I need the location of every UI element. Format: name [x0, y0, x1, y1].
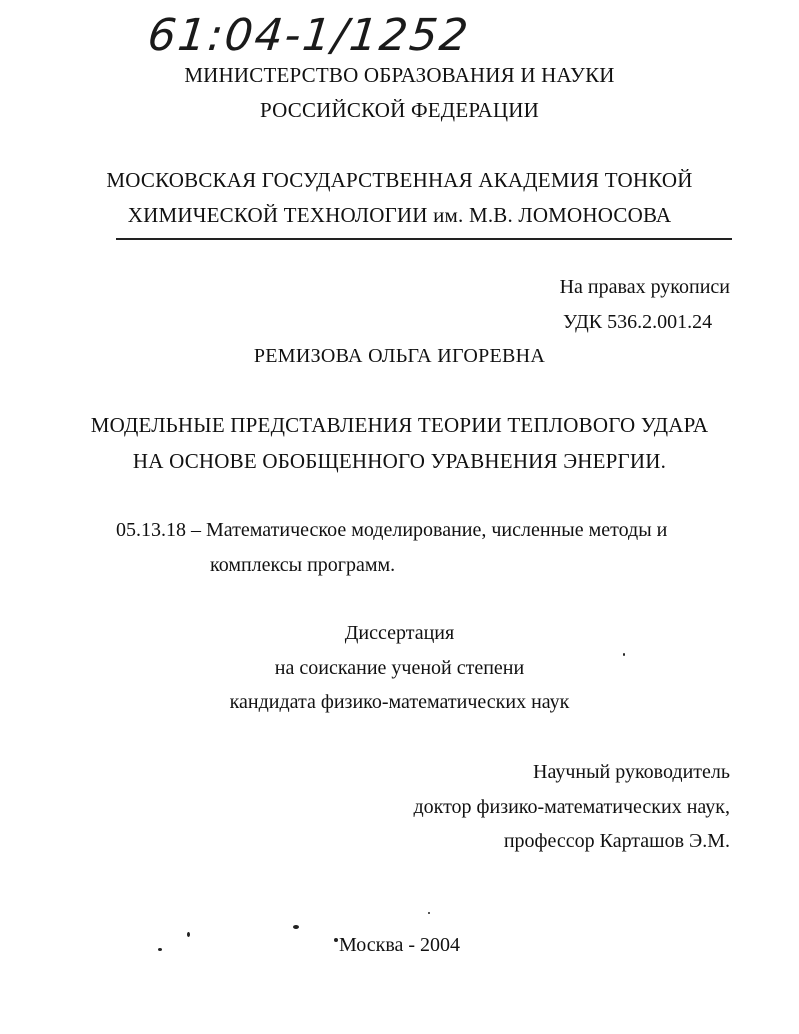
specialty-line-1: 05.13.18 – Математическое моделирование, численные методы и [116, 519, 668, 541]
supervisor-line-2: доктор физико-математических наук, [413, 796, 730, 818]
degree-line-1: Диссертация [344, 622, 455, 644]
header-divider [116, 238, 732, 240]
thesis-title-line-1: МОДЕЛЬНЫЕ ПРЕДСТАВЛЕНИЯ ТЕОРИИ ТЕПЛОВОГО УДАРА [90, 413, 709, 437]
handwritten-archive-code: 61:04-1/1252 [145, 10, 473, 61]
ministry-line-2: РОССИЙСКОЙ ФЕДЕРАЦИИ [260, 98, 539, 122]
degree-line-3: кандидата физико-математических наук [229, 691, 570, 713]
academy-line-2: ХИМИЧЕСКОЙ ТЕХНОЛОГИИ им. М.В. ЛОМОНОСОВА [127, 203, 672, 227]
manuscript-rights: На правах рукописи [559, 276, 730, 298]
scan-speck [293, 925, 299, 929]
ministry-line-1: МИНИСТЕРСТВО ОБРАЗОВАНИЯ И НАУКИ [184, 63, 615, 87]
degree-line-2: на соискание ученой степени [274, 657, 525, 679]
scan-speck [623, 653, 625, 656]
supervisor-line-3: профессор Карташов Э.М. [503, 830, 730, 852]
scan-speck [187, 932, 190, 937]
academy-line-1: МОСКОВСКАЯ ГОСУДАРСТВЕННАЯ АКАДЕМИЯ ТОНКОЙ [106, 168, 693, 192]
specialty-line-2: комплексы программ. [210, 554, 396, 576]
udk-code: УДК 536.2.001.24 [563, 311, 713, 333]
scan-speck [334, 938, 338, 942]
city-year: Москва - 2004 [338, 934, 461, 956]
supervisor-line-1: Научный руководитель [533, 761, 730, 783]
scan-speck [158, 948, 162, 951]
thesis-title-line-2: НА ОСНОВЕ ОБОБЩЕННОГО УРАВНЕНИЯ ЭНЕРГИИ. [132, 449, 667, 473]
author-name: РЕМИЗОВА ОЛЬГА ИГОРЕВНА [253, 345, 546, 367]
scan-speck [428, 912, 430, 914]
